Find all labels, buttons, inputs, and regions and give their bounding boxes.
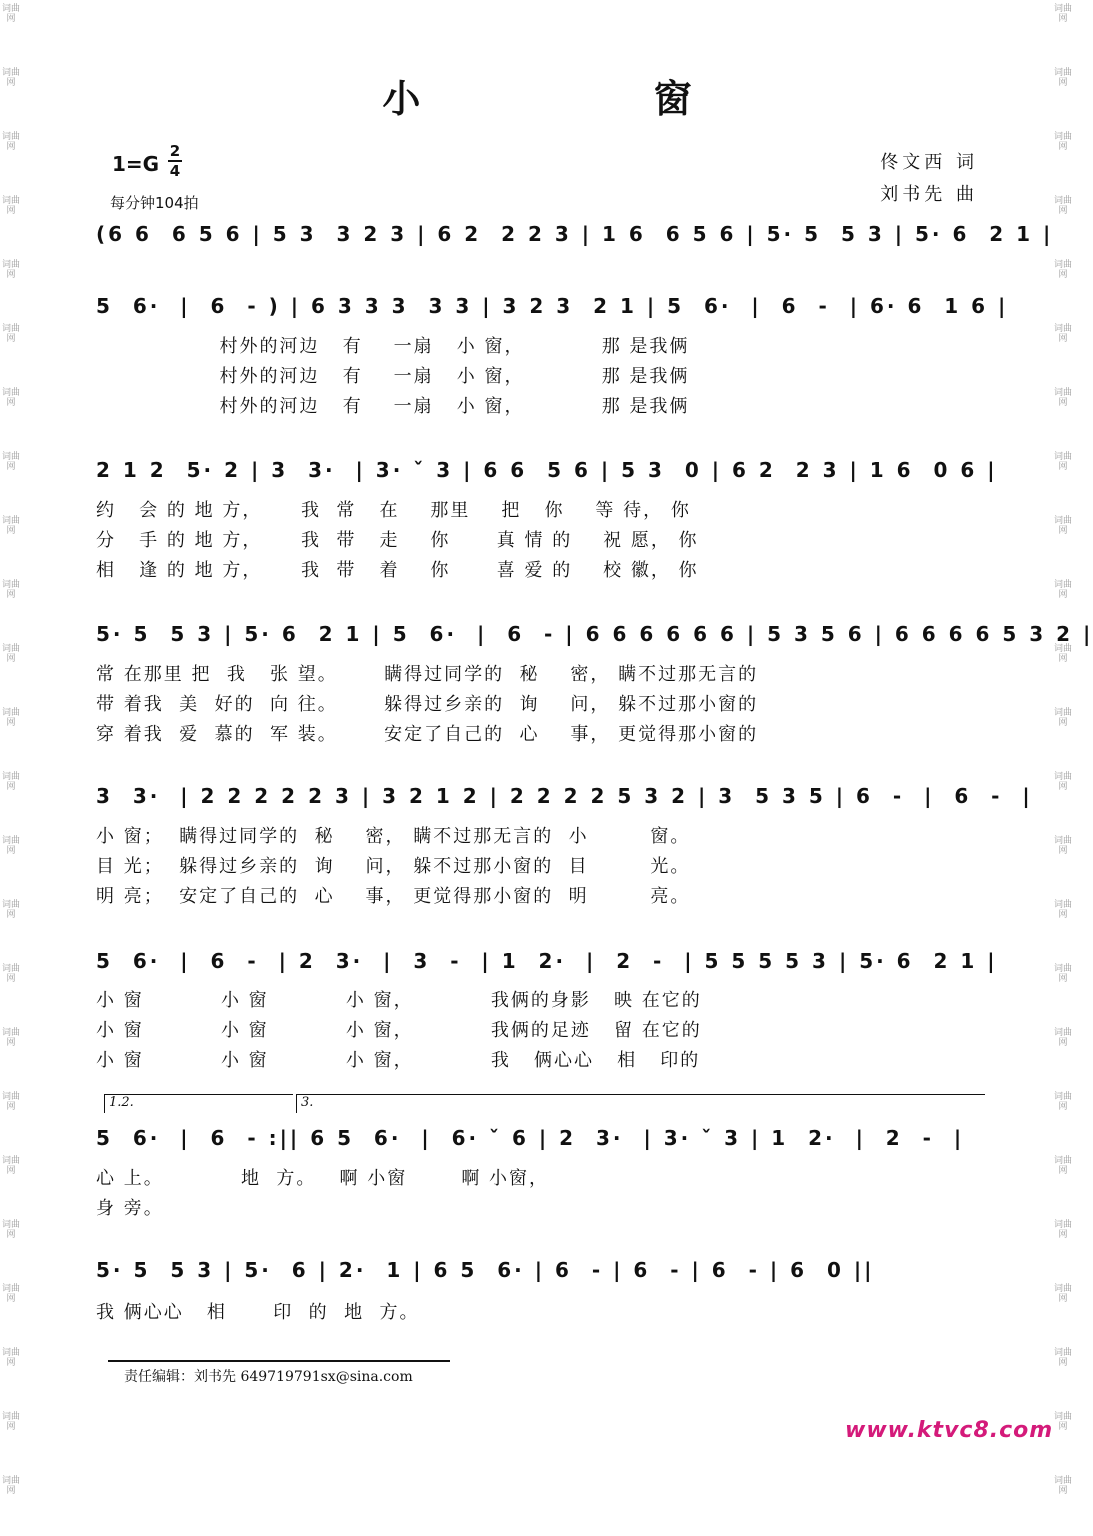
watermark: 词曲网 xyxy=(2,964,21,984)
watermark: 词曲网 xyxy=(1054,836,1073,856)
watermark: 词曲网 xyxy=(2,1092,21,1112)
notation-line: 5· 5 5 3 | 5· 6 | 2· 1 | 6 5 6· | 6 - | 6 - | 6 - | 6 0 || xyxy=(96,1258,875,1282)
watermark: 词曲网 xyxy=(1054,4,1073,24)
lyric-line: 目 光； 躲得过乡亲的 询 问， 躲不过那小窗的 目 光。 xyxy=(96,856,691,877)
first-ending-label: 1.2. xyxy=(109,1095,134,1110)
lyric-line: 常 在那里 把 我 张 望。 瞒得过同学的 秘 密， 瞒不过那无言的 xyxy=(96,664,759,685)
watermark: 词曲网 xyxy=(1054,1476,1073,1496)
watermark: 词曲网 xyxy=(1054,388,1073,408)
first-ending-bracket xyxy=(104,1094,293,1113)
watermark: 词曲网 xyxy=(2,1348,21,1368)
time-signature xyxy=(168,142,182,180)
watermark: 词曲网 xyxy=(1054,196,1073,216)
lyric-line: 小 窗 小 窗 小 窗， 我俩的足迹 留 在它的 xyxy=(96,1020,702,1041)
watermark: 词曲网 xyxy=(2,516,21,536)
score-staff-3 xyxy=(96,454,998,490)
watermark: 词曲网 xyxy=(2,836,21,856)
score-staff-5 xyxy=(96,780,1033,816)
watermark: 词曲网 xyxy=(2,4,21,24)
watermark: 词曲网 xyxy=(2,1220,21,1240)
score-staff-8 xyxy=(96,1254,982,1290)
watermark: 词曲网 xyxy=(2,132,21,152)
lyric-line: 村外的河边 有 一扇 小 窗， 那 是我俩 xyxy=(96,396,690,417)
lyric-line: 明 亮； 安定了自己的 心 事， 更觉得那小窗的 明 亮。 xyxy=(96,886,691,907)
time-signature-top: 2 xyxy=(169,142,181,160)
lyric-line: 身 旁。 xyxy=(96,1198,164,1219)
watermark: 词曲网 xyxy=(1054,964,1073,984)
watermark: 词曲网 xyxy=(1054,772,1073,792)
lyric-line: 小 窗； 瞒得过同学的 秘 密， 瞒不过那无言的 小 窗。 xyxy=(96,826,691,847)
watermark: 词曲网 xyxy=(1054,516,1073,536)
watermark: 词曲网 xyxy=(1054,580,1073,600)
score-staff-1 xyxy=(96,218,1054,254)
notation-line: 5 6· | 6 - :|| 6 5 6· | 6· ˇ 6 | 2 3· | 3· ˇ 3 | 1 2· | 2 - | xyxy=(96,1126,965,1150)
watermark-column-right xyxy=(1054,0,1073,1496)
site-watermark: www.ktvc8.com xyxy=(845,1418,1054,1443)
lyric-line: 带 着我 美 好的 向 往。 躲得过乡亲的 询 问， 躲不过那小窗的 xyxy=(96,694,759,715)
notation-line: 5· 5 5 3 | 5· 6 2 1 | 5 6· | 6 - | 6 6 6 6 6 6 | 5 3 5 6 | 6 6 6 6 5 3 2 | xyxy=(96,622,1093,646)
watermark: 词曲网 xyxy=(2,388,21,408)
key-signature: 1=G xyxy=(112,152,160,176)
notation-line: 5 6· | 6 - ) | 6 3 3 3 3 3 | 3 2 3 2 1 | 5 6· | 6 - | 6· 6 1 6 | xyxy=(96,294,1009,318)
watermark: 词曲网 xyxy=(1054,132,1073,152)
watermark: 词曲网 xyxy=(1054,1348,1073,1368)
watermark: 词曲网 xyxy=(1054,68,1073,88)
editor-credit: 责任编辑：刘书先 649719791sx@sina.com xyxy=(124,1369,413,1385)
watermark-column-left xyxy=(2,0,21,1496)
notation-line: 5 6· | 6 - | 2 3· | 3 - | 1 2· | 2 - | 5 5 5 5 3 | 5· 6 2 1 | xyxy=(96,949,998,973)
tempo-marking: 每分钟104拍 xyxy=(110,194,199,212)
watermark: 词曲网 xyxy=(2,644,21,664)
watermark: 词曲网 xyxy=(1054,260,1073,280)
lyric-line: 我 俩心心 相 印 的 地 方。 xyxy=(96,1302,420,1323)
watermark: 词曲网 xyxy=(1054,1156,1073,1176)
watermark: 词曲网 xyxy=(2,260,21,280)
lyric-line: 村外的河边 有 一扇 小 窗， 那 是我俩 xyxy=(96,336,690,357)
watermark: 词曲网 xyxy=(2,1156,21,1176)
watermark: 词曲网 xyxy=(2,772,21,792)
notation-line: 3 3· | 2 2 2 2 2 3 | 3 2 1 2 | 2 2 2 2 5 3 2 | 3 5 3 5 | 6 - | 6 - | xyxy=(96,784,1033,808)
watermark: 词曲网 xyxy=(2,324,21,344)
watermark: 词曲网 xyxy=(2,900,21,920)
watermark: 词曲网 xyxy=(2,1284,21,1304)
watermark: 词曲网 xyxy=(2,708,21,728)
watermark: 词曲网 xyxy=(1054,1028,1073,1048)
lyric-line: 约 会 的 地 方， 我 常 在 那里 把 你 等 待， 你 xyxy=(96,500,691,521)
watermark: 词曲网 xyxy=(2,68,21,88)
watermark: 词曲网 xyxy=(2,1028,21,1048)
watermark: 词曲网 xyxy=(1054,1092,1073,1112)
song-title: 小 窗 xyxy=(382,76,802,121)
lyric-line: 小 窗 小 窗 小 窗， 我 俩心心 相 印的 xyxy=(96,1050,701,1071)
score-staff-6 xyxy=(96,945,998,981)
watermark: 词曲网 xyxy=(1054,324,1073,344)
watermark: 词曲网 xyxy=(1054,452,1073,472)
watermark: 词曲网 xyxy=(2,452,21,472)
lyric-line: 分 手 的 地 方， 我 带 走 你 真 情 的 祝 愿， 你 xyxy=(96,530,699,551)
lyric-line: 相 逢 的 地 方， 我 带 着 你 喜 爱 的 校 徽， 你 xyxy=(96,560,699,581)
watermark: 词曲网 xyxy=(1054,900,1073,920)
notation-line: (6 6 6 5 6 | 5 3 3 2 3 | 6 2 2 2 3 | 1 6 6 5 6 | 5· 5 5 3 | 5· 6 2 1 | xyxy=(96,222,1054,246)
score-staff-7 xyxy=(96,1122,982,1158)
score-staff-2 xyxy=(96,290,1009,326)
notation-line: 2 1 2 5· 2 | 3 3· | 3· ˇ 3 | 6 6 5 6 | 5 3 0 | 6 2 2 3 | 1 6 0 6 | xyxy=(96,458,998,482)
time-signature-bottom: 4 xyxy=(169,162,181,180)
watermark: 词曲网 xyxy=(1054,1220,1073,1240)
lyric-line: 小 窗 小 窗 小 窗， 我俩的身影 映 在它的 xyxy=(96,990,702,1011)
lyric-line: 村外的河边 有 一扇 小 窗， 那 是我俩 xyxy=(96,366,690,387)
composer-credit: 刘书先 曲 xyxy=(880,184,978,205)
watermark: 词曲网 xyxy=(2,1412,21,1432)
footer-divider xyxy=(108,1360,450,1362)
watermark: 词曲网 xyxy=(1054,1412,1073,1432)
watermark: 词曲网 xyxy=(2,196,21,216)
watermark: 词曲网 xyxy=(1054,708,1073,728)
lyric-line: 心 上。 地 方。 啊 小窗 啊 小窗， xyxy=(96,1168,550,1189)
watermark: 词曲网 xyxy=(2,1476,21,1496)
watermark: 词曲网 xyxy=(1054,644,1073,664)
watermark: 词曲网 xyxy=(2,580,21,600)
third-ending-bracket xyxy=(296,1094,985,1113)
third-ending-label: 3. xyxy=(301,1095,314,1110)
watermark: 词曲网 xyxy=(1054,1284,1073,1304)
lyricist-credit: 佟文西 词 xyxy=(880,152,978,173)
lyric-line: 穿 着我 爱 慕的 军 装。 安定了自己的 心 事， 更觉得那小窗的 xyxy=(96,724,759,745)
